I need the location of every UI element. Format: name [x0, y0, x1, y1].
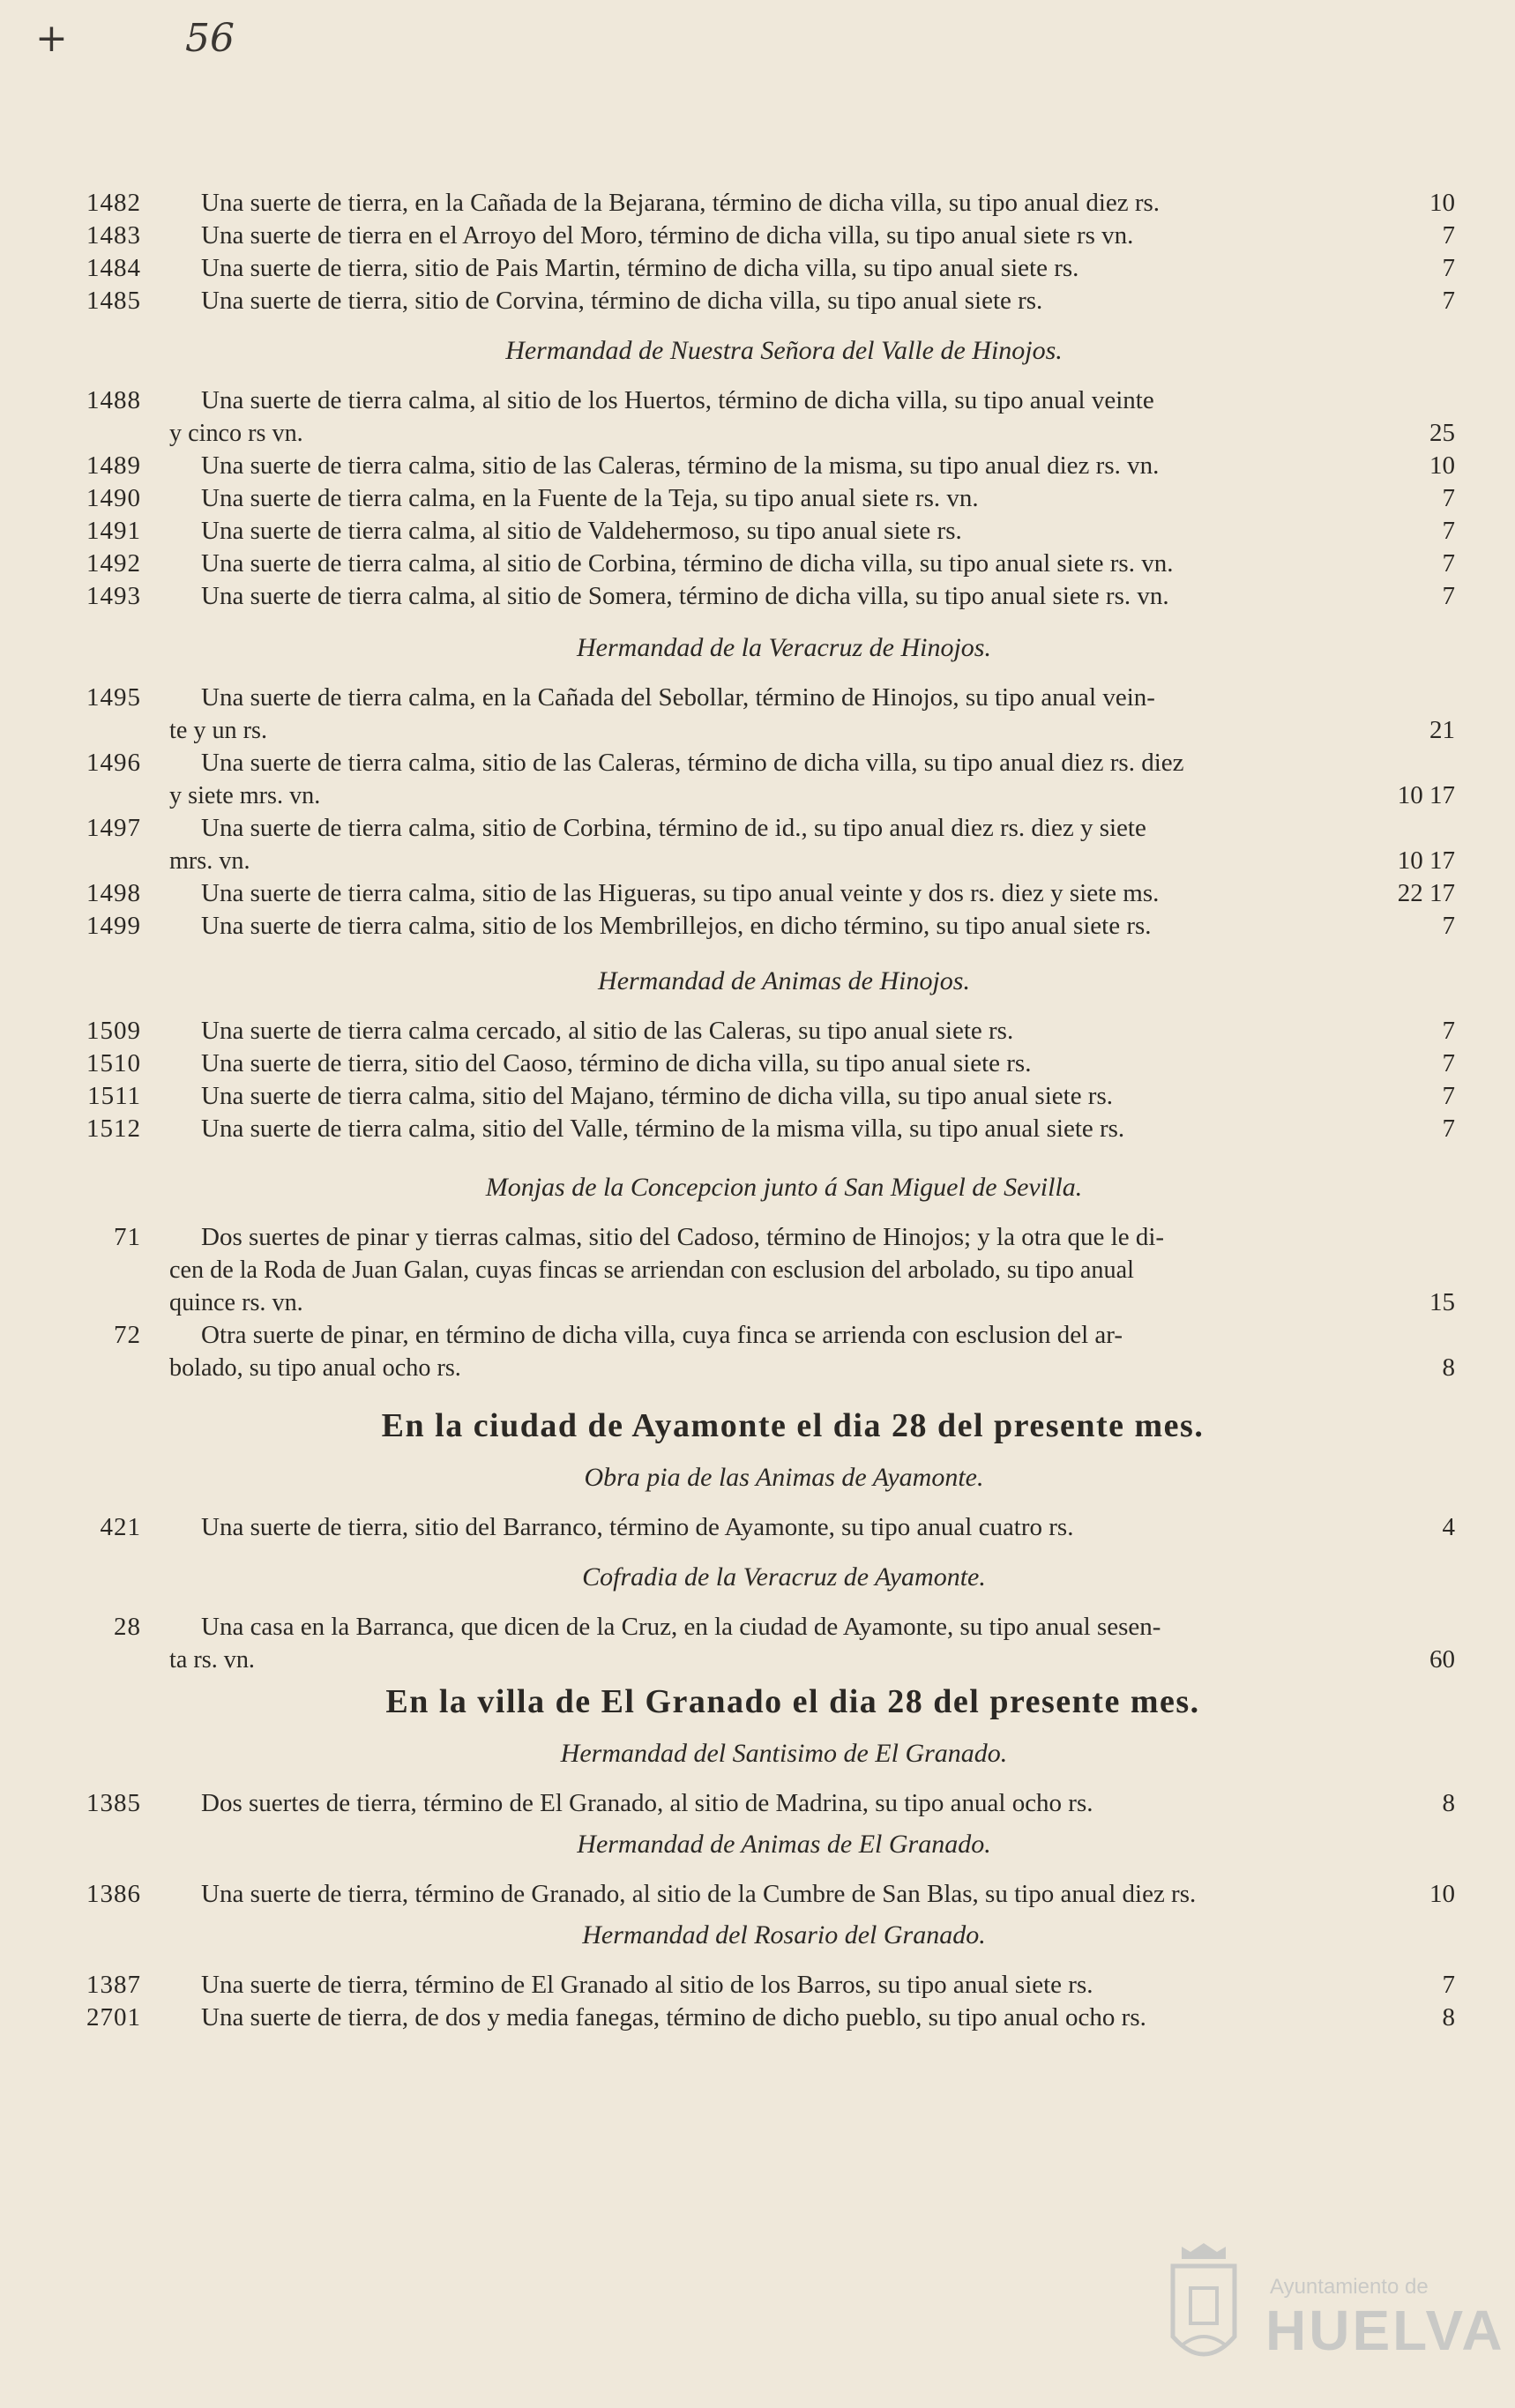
annual-price: 10	[1429, 1880, 1455, 1908]
annual-price: 8	[1442, 1353, 1455, 1382]
lot-number: 2701	[86, 2003, 141, 2032]
annual-price: 7	[1442, 221, 1455, 250]
list-item	[0, 910, 1515, 943]
lot-description: Una suerte de tierra, de dos y media fanegas, término de dicho pueblo, su tipo anual ocho rs.	[201, 2003, 1146, 2032]
section-heading: Hermandad de Animas de El Granado.	[577, 1830, 991, 1859]
list-item	[0, 1878, 1515, 1911]
lot-description: Una casa en la Barranca, que dicen de la Cruz, en la ciudad de Ayamonte, su tipo anual sesen-	[201, 1613, 1161, 1641]
watermark-small-text: Ayuntamiento de	[1270, 2275, 1429, 2299]
annual-price: 7	[1442, 1082, 1455, 1110]
annual-price: 7	[1442, 1115, 1455, 1143]
lot-number: 1493	[86, 582, 141, 610]
lot-number: 1510	[86, 1049, 141, 1077]
list-item	[0, 252, 1515, 285]
lot-description: Una suerte de tierra calma, sitio de las Higueras, su tipo anual veinte y dos rs. diez y siete ms.	[201, 879, 1160, 907]
section	[0, 1170, 1515, 1384]
section-heading: Cofradia de la Veracruz de Ayamonte.	[582, 1562, 986, 1592]
lot-number: 421	[100, 1513, 141, 1541]
list-item	[0, 1969, 1515, 2002]
section-heading: Hermandad del Santisimo de El Granado.	[560, 1739, 1008, 1768]
lot-description: Una suerte de tierra calma, sitio de Corbina, término de id., su tipo anual diez rs. diez y siete	[201, 814, 1146, 842]
lot-number: 1488	[86, 386, 141, 414]
watermark-logo	[1146, 2240, 1505, 2389]
lot-description: Una suerte de tierra, sitio de Pais Martin, término de dicha villa, su tipo anual siete rs.	[201, 254, 1079, 282]
lot-description: Una suerte de tierra calma, sitio del Majano, término de dicha villa, su tipo anual siete rs.	[201, 1082, 1114, 1110]
lot-number: 1385	[86, 1789, 141, 1817]
section-heading: Monjas de la Concepcion junto á San Miguel de Sevilla.	[485, 1173, 1083, 1202]
lot-number: 1484	[86, 254, 141, 282]
lot-description: Una suerte de tierra, en la Cañada de la Bejarana, término de dicha villa, su tipo anual diez rs.	[201, 189, 1161, 217]
lot-description: Una suerte de tierra calma, sitio de las Caleras, término de la misma, su tipo anual diez rs. vn.	[201, 451, 1160, 480]
list-item	[0, 1787, 1515, 1820]
section	[0, 1918, 1515, 2034]
lot-number: 1387	[86, 1971, 141, 1999]
lot-description-continued: quince rs. vn.	[169, 1288, 303, 1316]
annual-price: 10	[1429, 451, 1455, 480]
lot-description: Una suerte de tierra calma, al sitio de Somera, término de dicha villa, su tipo anual siete rs. vn.	[201, 582, 1169, 610]
section	[0, 187, 1515, 317]
lot-number: 1495	[86, 683, 141, 712]
section-heading: Hermandad de Nuestra Señora del Valle de Hinojos.	[505, 336, 1063, 365]
lot-number: 72	[114, 1321, 141, 1349]
annual-price: 10 17	[1397, 846, 1455, 875]
lot-number: 1512	[86, 1115, 141, 1143]
coat-of-arms-icon	[1155, 2240, 1252, 2381]
lot-description: Dos suertes de tierra, término de El Granado, al sitio de Madrina, su tipo anual ocho rs.	[201, 1789, 1093, 1817]
lot-number: 1492	[86, 549, 141, 578]
lot-description: Otra suerte de pinar, en término de dicha villa, cuya finca se arrienda con esclusion del ar-	[201, 1321, 1123, 1349]
list-item	[0, 747, 1515, 812]
lot-number: 1490	[86, 484, 141, 512]
document-body	[0, 187, 1515, 2034]
list-item	[0, 450, 1515, 482]
lot-description-continued: te y un rs.	[169, 716, 268, 744]
annual-price: 7	[1442, 1971, 1455, 1999]
list-item	[0, 1015, 1515, 1047]
list-item	[0, 548, 1515, 580]
list-item	[0, 682, 1515, 747]
lot-description-continued: ta rs. vn.	[169, 1645, 255, 1674]
lot-number: 28	[114, 1613, 141, 1641]
list-item	[0, 877, 1515, 910]
lot-number: 1496	[86, 749, 141, 777]
lot-number: 1499	[86, 912, 141, 940]
section-heading: Hermandad de Animas de Hinojos.	[598, 966, 970, 995]
annual-price: 15	[1429, 1288, 1455, 1316]
annual-price: 7	[1442, 549, 1455, 578]
lot-number: 1483	[86, 221, 141, 250]
lot-number: 1509	[86, 1017, 141, 1045]
section	[0, 630, 1515, 943]
lot-description: Una suerte de tierra en el Arroyo del Moro, término de dicha villa, su tipo anual siete rs vn.	[201, 221, 1134, 250]
list-item	[0, 1113, 1515, 1145]
date-heading: En la ciudad de Ayamonte el dia 28 del presente mes.	[381, 1407, 1205, 1444]
annual-price: 7	[1442, 517, 1455, 545]
lot-description: Una suerte de tierra calma, al sitio de Corbina, término de dicha villa, su tipo anual siete rs. vn.	[201, 549, 1174, 578]
list-item	[0, 1319, 1515, 1384]
watermark-big-text: HUELVA	[1265, 2299, 1505, 2362]
lot-number: 1482	[86, 189, 141, 217]
lot-description-continued: cen de la Roda de Juan Galan, cuyas fincas se arriendan con esclusion del arbolado, su tipo anual	[169, 1256, 1134, 1284]
lot-description-continued: y cinco rs vn.	[169, 419, 303, 447]
section	[0, 1680, 1515, 1820]
section	[0, 1404, 1515, 1544]
list-item	[0, 220, 1515, 252]
lot-number: 1386	[86, 1880, 141, 1908]
lot-description: Una suerte de tierra calma, al sitio de los Huertos, término de dicha villa, su tipo anual veinte	[201, 386, 1154, 414]
lot-description: Una suerte de tierra calma cercado, al sitio de las Caleras, su tipo anual siete rs.	[201, 1017, 1014, 1045]
list-item	[0, 812, 1515, 877]
list-item	[0, 1221, 1515, 1319]
list-item	[0, 580, 1515, 613]
lot-number: 1497	[86, 814, 141, 842]
annual-price: 25	[1429, 419, 1455, 447]
lot-number: 1511	[87, 1082, 141, 1110]
lot-description: Una suerte de tierra, término de Granado, al sitio de la Cumbre de San Blas, su tipo anual diez rs.	[201, 1880, 1197, 1908]
lot-description: Una suerte de tierra, término de El Granado al sitio de los Barros, su tipo anual siete rs.	[201, 1971, 1093, 1999]
margin-note-right: 56	[185, 16, 235, 61]
list-item	[0, 285, 1515, 317]
annual-price: 21	[1429, 716, 1455, 744]
list-item	[0, 187, 1515, 220]
section	[0, 333, 1515, 613]
section-heading: Hermandad de la Veracruz de Hinojos.	[577, 633, 991, 662]
annual-price: 7	[1442, 254, 1455, 282]
annual-price: 7	[1442, 484, 1455, 512]
lot-number: 1489	[86, 451, 141, 480]
lot-description: Una suerte de tierra calma, en la Cañada del Sebollar, término de Hinojos, su tipo anual vein-	[201, 683, 1155, 712]
lot-description-continued: y siete mrs. vn.	[169, 781, 321, 809]
lot-description: Una suerte de tierra calma, sitio de las Caleras, término de dicha villa, su tipo anual diez rs. diez	[201, 749, 1184, 777]
annual-price: 7	[1442, 1049, 1455, 1077]
lot-description: Una suerte de tierra calma, en la Fuente de la Teja, su tipo anual siete rs. vn.	[201, 484, 979, 512]
lot-description: Una suerte de tierra calma, sitio del Valle, término de la misma villa, su tipo anual siete rs.	[201, 1115, 1125, 1143]
lot-description-continued: bolado, su tipo anual ocho rs.	[169, 1353, 461, 1382]
annual-price: 7	[1442, 912, 1455, 940]
lot-description: Dos suertes de pinar y tierras calmas, sitio del Cadoso, término de Hinojos; y la otra que le di-	[201, 1223, 1165, 1251]
section	[0, 1827, 1515, 1911]
lot-number: 1491	[86, 517, 141, 545]
annual-price: 8	[1442, 1789, 1455, 1817]
annual-price: 4	[1442, 1513, 1455, 1541]
list-item	[0, 1511, 1515, 1544]
lot-description: Una suerte de tierra, sitio del Caoso, término de dicha villa, su tipo anual siete rs.	[201, 1049, 1032, 1077]
annual-price: 22 17	[1397, 879, 1455, 907]
lot-number: 71	[114, 1223, 141, 1251]
margin-note-left: +	[35, 16, 68, 61]
section-heading: Hermandad del Rosario del Granado.	[582, 1920, 986, 1950]
date-heading: En la villa de El Granado el dia 28 del presente mes.	[385, 1683, 1200, 1720]
list-item	[0, 1080, 1515, 1113]
list-item	[0, 515, 1515, 548]
list-item	[0, 384, 1515, 450]
lot-description-continued: mrs. vn.	[169, 846, 250, 875]
annual-price: 10 17	[1397, 781, 1455, 809]
annual-price: 10	[1429, 189, 1455, 217]
lot-description: Una suerte de tierra calma, al sitio de Valdehermoso, su tipo anual siete rs.	[201, 517, 962, 545]
list-item	[0, 482, 1515, 515]
list-item	[0, 2002, 1515, 2034]
section	[0, 964, 1515, 1145]
section-heading: Obra pia de las Animas de Ayamonte.	[584, 1463, 984, 1492]
annual-price: 7	[1442, 582, 1455, 610]
section	[0, 1560, 1515, 1676]
lot-number: 1498	[86, 879, 141, 907]
lot-description: Una suerte de tierra, sitio de Corvina, término de dicha villa, su tipo anual siete rs.	[201, 287, 1043, 315]
lot-description: Una suerte de tierra calma, sitio de los Membrillejos, en dicho término, su tipo anual siete rs.	[201, 912, 1152, 940]
annual-price: 8	[1442, 2003, 1455, 2032]
list-item	[0, 1611, 1515, 1676]
annual-price: 7	[1442, 1017, 1455, 1045]
lot-number: 1485	[86, 287, 141, 315]
annual-price: 7	[1442, 287, 1455, 315]
list-item	[0, 1047, 1515, 1080]
lot-description: Una suerte de tierra, sitio del Barranco, término de Ayamonte, su tipo anual cuatro rs.	[201, 1513, 1074, 1541]
annual-price: 60	[1429, 1645, 1455, 1674]
